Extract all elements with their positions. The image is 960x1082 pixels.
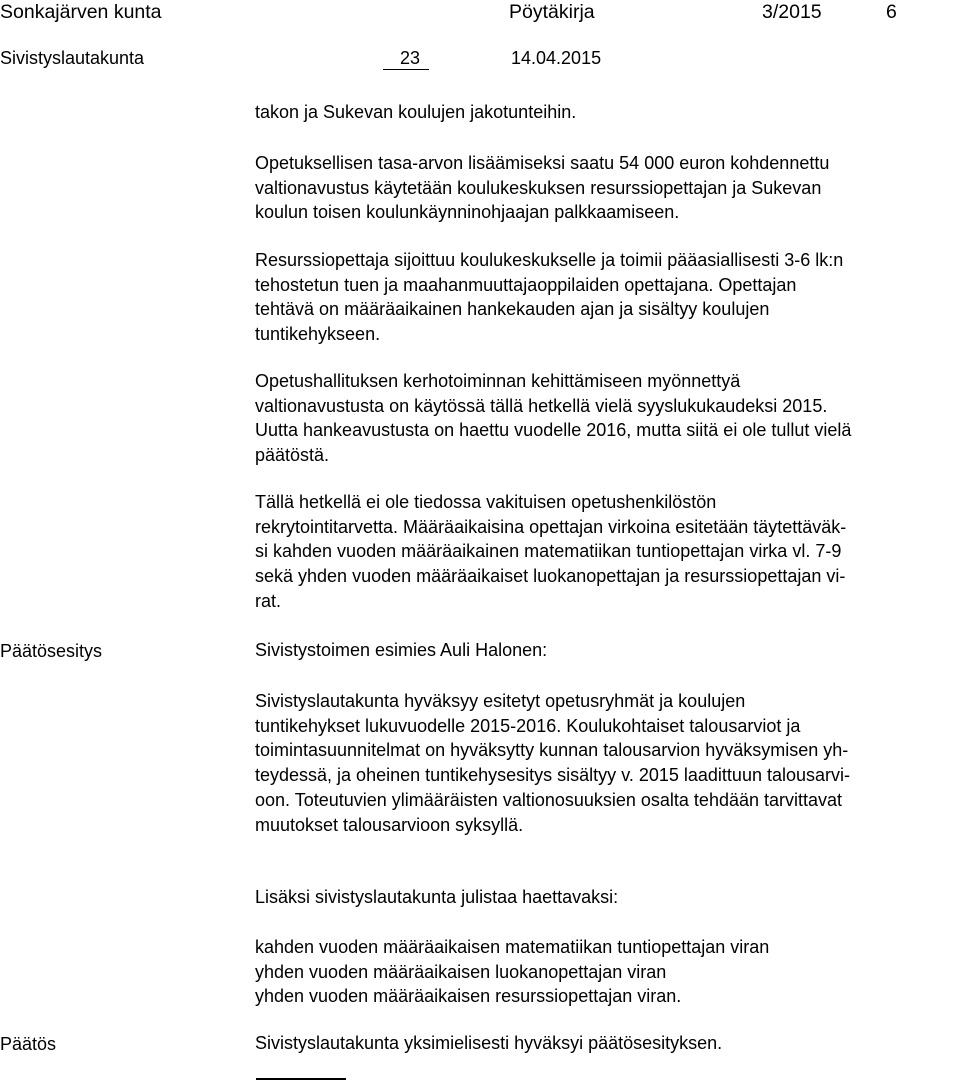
section-number: 23 (400, 48, 421, 68)
paragraph-5 (255, 490, 960, 614)
text-line: tuntikehykseen. (255, 324, 381, 345)
page-number: 6 (886, 1, 897, 23)
committee-name: Sivistyslautakunta (0, 48, 145, 68)
list-item: kahden vuoden määräaikaisen matematiikan tuntiopettajan viran (255, 937, 770, 957)
paragraph-2 (255, 151, 960, 225)
meeting-date: 14.04.2015 (511, 48, 602, 68)
section-underline (383, 69, 429, 70)
proposal-paragraph-2 (255, 885, 960, 910)
document-number: 3/2015 (762, 1, 822, 23)
text-line: tehtävä on määräaikainen hankekauden ajan ja sisältyy koulujen (255, 299, 770, 320)
text-line: tuntikehykset lukuvuodelle 2015-2016. Koulukohtaiset talousarviot ja (255, 715, 801, 736)
text-line: takon ja Sukevan koulujen jakotunteihin. (255, 102, 577, 122)
document-type: Pöytäkirja (509, 1, 595, 23)
paragraph-4 (255, 369, 960, 468)
decision-label: Päätös (0, 1034, 57, 1054)
text-line: toimintasuunnitelmat on hyväksytty kunnan talousarvion hyväksymisen yh- (255, 740, 849, 761)
text-line: Opetuksellisen tasa-arvon lisäämiseksi saatu 54 000 euron kohdennettu (255, 153, 830, 173)
text-line: Lisäksi sivistyslautakunta julistaa haettavaksi: (255, 887, 619, 907)
proposal-position-list (255, 935, 960, 1009)
decision-text (255, 1031, 960, 1056)
text-line: rat. (255, 590, 282, 611)
text-line: Opetushallituksen kerhotoiminnan kehittämiseen myönnettyä (255, 371, 741, 391)
text-line: si kahden vuoden määräaikainen matematiikan tuntiopettajan virka vl. 7-9 (255, 541, 842, 562)
text-line: oon. Toteutuvien ylimääräisten valtionosuuksien osalta tehdään tarvittavat (255, 789, 843, 810)
text-line: valtionavustusta on käytössä tällä hetkellä vielä syyslukukaudeksi 2015. (255, 395, 828, 416)
text-line: rekrytointitarvetta. Määräaikaisina opettajan virkoina esitetään täytettäväk- (255, 516, 847, 537)
text-line: teydessä, ja oheinen tuntikehysesitys sisältyy v. 2015 laadittuun talousarvi- (255, 765, 850, 786)
proposal-paragraph-1 (255, 689, 960, 837)
text-line: Sivistyslautakunta yksimielisesti hyväksyi päätösesityksen. (255, 1033, 723, 1053)
proposal-label: Päätösesitys (0, 641, 103, 661)
text-line: muutokset talousarvioon syksyllä. (255, 814, 524, 835)
list-item: yhden vuoden määräaikaisen resurssiopettajan viran. (255, 986, 682, 1007)
proposal-presenter (255, 638, 960, 663)
text-line: Resurssiopettaja sijoittuu koulukeskukselle ja toimii pääasiallisesti 3-6 lk:n (255, 250, 844, 270)
presenter-line: Sivistystoimen esimies Auli Halonen: (255, 640, 548, 660)
paragraph-1 (255, 100, 960, 125)
municipality-name: Sonkajärven kunta (0, 1, 162, 23)
text-line: koulun toisen koulunkäynninohjaajan palkkaamiseen. (255, 202, 680, 223)
text-line: Tällä hetkellä ei ole tiedossa vakituisen opetushenkilöstön (255, 492, 717, 512)
text-line: päätöstä. (255, 445, 330, 466)
text-line: sekä yhden vuoden määräaikaiset luokanopettajan ja resurssiopettajan vi- (255, 566, 846, 587)
text-line: tehostetun tuen ja maahanmuuttajaoppilaiden opettajana. Opettajan (255, 274, 797, 295)
paragraph-3 (255, 248, 960, 347)
text-line: Sivistyslautakunta hyväksyy esitetyt opetusryhmät ja koulujen (255, 691, 746, 711)
closing-rule (256, 1078, 346, 1080)
list-item: yhden vuoden määräaikaisen luokanopettajan viran (255, 961, 667, 982)
text-line: valtionavustus käytetään koulukeskuksen resurssiopettajan ja Sukevan (255, 177, 822, 198)
text-line: Uutta hankeavustusta on haettu vuodelle 2016, mutta siitä ei ole tullut vielä (255, 420, 852, 441)
